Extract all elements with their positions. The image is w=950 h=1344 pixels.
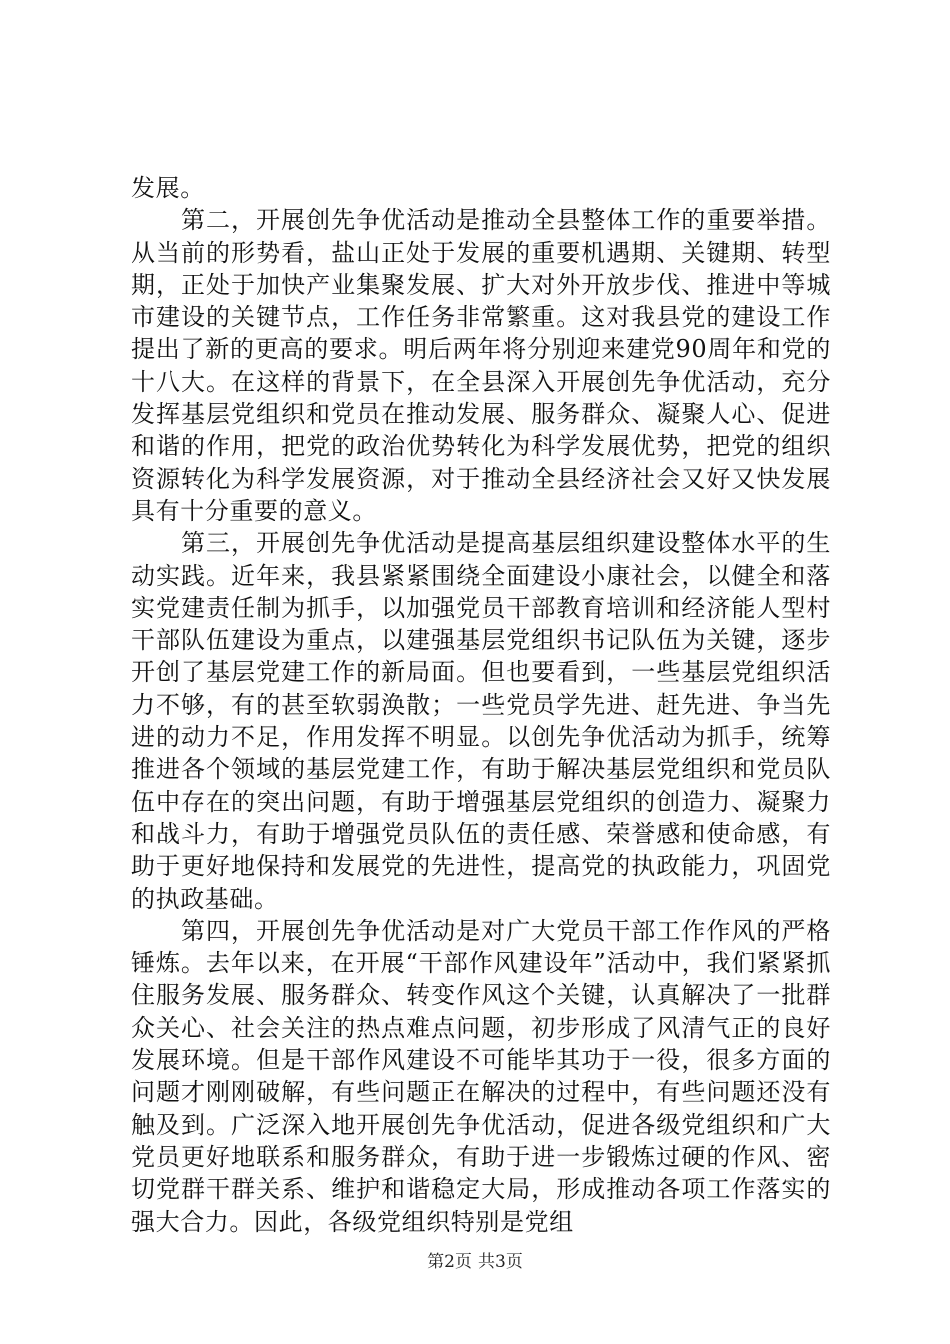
document-body — [131, 172, 831, 1238]
page-total: 共3页 — [478, 1252, 523, 1272]
page-footer — [0, 1247, 950, 1272]
paragraph-third-point: 第三，开展创先争优活动是提高基层组织建设整体水平的生动实践。近年来，我县紧紧围绕全面建设小康社会，以健全和落实党建责任制为抓手，以加强党员干部教育培训和经济能人型村干部队伍建设为重点，以建强基层党组织书记队伍为关键，逐步开创了基层党建工作的新局面。但也要看到，一些基层党组织活力不够，有的甚至软弱涣散；一些党员学先进、赶先进、争当先进的动力不足，作用发挥不明显。以创先争优活动为抓手，统筹推进各个领域的基层党建工作，有助于解决基层党组织和党员队伍中存在的突出问题，有助于增强基层党组织的创造力、凝聚力和战斗力，有助于增强党员队伍的责任感、荣誉感和使命感，有助于更好地保持和发展党的先进性，提高党的执政能力，巩固党的执政基础。 — [131, 529, 831, 913]
page-number: 第2页 — [427, 1252, 472, 1272]
paragraph-second-point: 第二，开展创先争优活动是推动全县整体工作的重要举措。从当前的形势看，盐山正处于发展的重要机遇期、关键期、转型期，正处于加快产业集聚发展、扩大对外开放步伐、推进中等城市建设的关键节点，工作任务非常繁重。这对我县党的建设工作提出了新的更高的要求。明后两年将分别迎来建党90周年和党的十八大。在这样的背景下，在全县深入开展创先争优活动，充分发挥基层党组织和党员在推动发展、服务群众、凝聚人心、促进和谐的作用，把党的政治优势转化为科学发展优势，把党的组织资源转化为科学发展资源，对于推动全县经济社会又好又快发展具有十分重要的意义。 — [131, 206, 831, 525]
paragraph-fourth-point: 第四，开展创先争优活动是对广大党员干部工作作风的严格锤炼。去年以来，在开展“干部作风建设年”活动中，我们紧紧抓住服务发展、服务群众、转变作风这个关键，认真解决了一批群众关心、社会关注的热点难点问题，初步形成了风清气正的良好发展环境。但是干部作风建设不可能毕其功于一役，很多方面的问题才刚刚破解，有些问题正在解决的过程中，有些问题还没有触及到。广泛深入地开展创先争优活动，促进各级党组织和广大党员更好地联系和服务群众，有助于进一步锻炼过硬的作风、密切党群干群关系、维护和谐稳定大局，形成推动各项工作落实的强大合力。因此，各级党组织特别是党组 — [131, 916, 831, 1236]
paragraph-continuation: 发展。 — [131, 174, 205, 202]
